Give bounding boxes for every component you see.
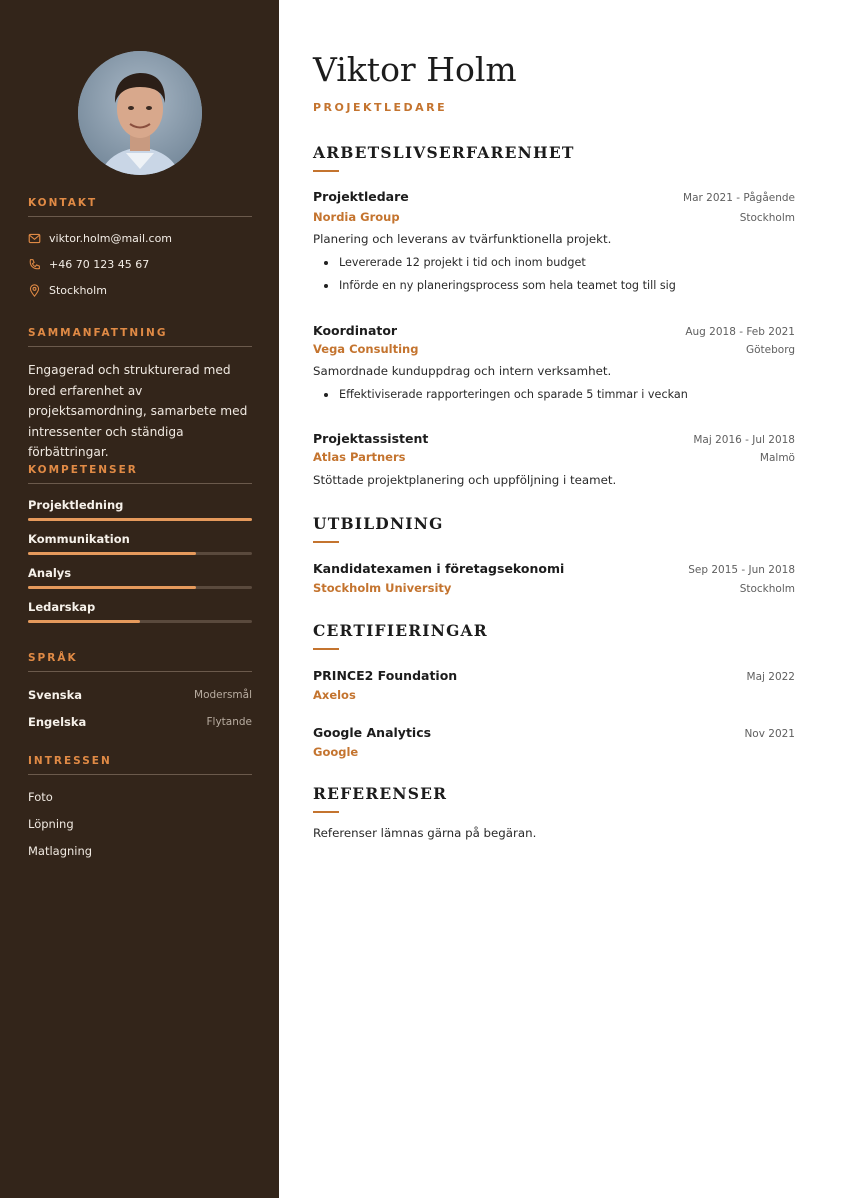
summary-text: Engagerad och strukturerad med bred erfarenhet av projektsamordning, samarbete med intressenter och ständiga förbättringar. bbox=[28, 363, 248, 459]
mail-icon bbox=[28, 232, 41, 245]
skill-name: Ledarskap bbox=[28, 600, 96, 614]
experience-entry bbox=[313, 431, 795, 487]
entry-date: Sep 2015 - Jun 2018 bbox=[688, 564, 795, 576]
entry-bullet: Införde en ny planeringsprocess som hela teamet tog till sig bbox=[313, 274, 795, 297]
skills-heading: KOMPETENSER bbox=[28, 464, 252, 484]
references-text: Referenser lämnas gärna på begäran. bbox=[313, 826, 537, 840]
skill-level-bar bbox=[28, 620, 252, 623]
interests-heading: INTRESSEN bbox=[28, 755, 252, 775]
skill-level-fill bbox=[28, 518, 252, 521]
language-level: Modersmål bbox=[194, 688, 252, 701]
job-title: PROJEKTLEDARE bbox=[313, 101, 448, 114]
skill-name: Projektledning bbox=[28, 498, 124, 512]
entry-bullet: Effektiviserade rapporteringen och sparade 5 timmar i veckan bbox=[313, 383, 795, 406]
entry-description: Stöttade projektplanering och uppföljning i teamet. bbox=[313, 473, 617, 487]
sidebar bbox=[0, 0, 279, 1198]
language-name: Engelska bbox=[28, 714, 87, 729]
language-item bbox=[28, 708, 252, 735]
entry-location: Stockholm bbox=[739, 212, 795, 224]
languages-section bbox=[28, 652, 252, 735]
entry-description: Samordnade kunduppdrag och intern verksamhet. bbox=[313, 364, 612, 378]
certification-entry bbox=[313, 725, 795, 759]
skills-section bbox=[28, 464, 252, 627]
skill-item bbox=[28, 593, 252, 627]
entry-org: Stockholm University bbox=[313, 581, 452, 595]
entry-title: Koordinator bbox=[313, 323, 398, 338]
location-icon bbox=[28, 284, 41, 297]
contact-phone-text: +46 70 123 45 67 bbox=[49, 257, 150, 271]
phone-icon bbox=[28, 258, 41, 271]
language-name: Svenska bbox=[28, 687, 83, 702]
education-heading: UTBILDNING bbox=[313, 514, 444, 533]
language-level: Flytande bbox=[206, 715, 252, 728]
entry-title: Google Analytics bbox=[313, 725, 432, 740]
skill-level-bar bbox=[28, 586, 252, 589]
contact-email-text: viktor.holm@mail.com bbox=[49, 231, 173, 245]
entry-location: Malmö bbox=[759, 452, 795, 464]
interests-section bbox=[28, 755, 252, 864]
experience-heading: ARBETSLIVSERFARENHET bbox=[313, 143, 575, 162]
entry-org: Atlas Partners bbox=[313, 450, 406, 464]
entry-date: Mar 2021 - Pågående bbox=[683, 192, 795, 204]
education-entry bbox=[313, 561, 795, 595]
interest-item: Löpning bbox=[28, 816, 74, 831]
entry-date: Maj 2022 bbox=[746, 671, 795, 683]
entry-location: Stockholm bbox=[739, 583, 795, 595]
entry-org: Vega Consulting bbox=[313, 342, 419, 356]
entry-title: Projektledare bbox=[313, 189, 409, 204]
skill-level-fill bbox=[28, 586, 196, 589]
contact-location bbox=[28, 277, 252, 303]
entry-date: Nov 2021 bbox=[744, 728, 795, 740]
entry-date: Maj 2016 - Jul 2018 bbox=[693, 434, 795, 446]
entry-title: Kandidatexamen i företagsekonomi bbox=[313, 561, 565, 576]
entry-date: Aug 2018 - Feb 2021 bbox=[685, 326, 795, 338]
summary-heading: SAMMANFATTNING bbox=[28, 327, 252, 347]
languages-heading: SPRÅK bbox=[28, 652, 252, 672]
skill-item bbox=[28, 525, 252, 559]
references-heading: REFERENSER bbox=[313, 784, 448, 803]
contact-heading: KONTAKT bbox=[28, 197, 252, 217]
experience-entry bbox=[313, 189, 795, 297]
skill-item bbox=[28, 491, 252, 525]
language-item bbox=[28, 681, 252, 708]
entry-org: Google bbox=[313, 745, 359, 759]
contact-email[interactable] bbox=[28, 225, 252, 251]
skill-level-bar bbox=[28, 518, 252, 521]
entry-org: Nordia Group bbox=[313, 210, 400, 224]
interest-item: Foto bbox=[28, 789, 53, 804]
person-name: Viktor Holm bbox=[313, 50, 517, 89]
summary-section bbox=[28, 327, 252, 463]
entry-title: PRINCE2 Foundation bbox=[313, 668, 458, 683]
certification-entry bbox=[313, 668, 795, 702]
experience-entry bbox=[313, 323, 795, 406]
skill-level-bar bbox=[28, 552, 252, 555]
skill-name: Kommunikation bbox=[28, 532, 130, 546]
skill-level-fill bbox=[28, 620, 140, 623]
entry-org: Axelos bbox=[313, 688, 356, 702]
entry-bullet: Levererade 12 projekt i tid och inom budget bbox=[313, 251, 795, 274]
contact-section bbox=[28, 197, 252, 303]
entry-location: Göteborg bbox=[745, 344, 795, 356]
contact-location-text: Stockholm bbox=[49, 283, 107, 297]
entry-title: Projektassistent bbox=[313, 431, 429, 446]
skill-name: Analys bbox=[28, 566, 72, 580]
profile-photo bbox=[78, 51, 202, 175]
certifications-heading: CERTIFIERINGAR bbox=[313, 621, 488, 640]
skill-level-fill bbox=[28, 552, 196, 555]
entry-description: Planering och leverans av tvärfunktionella projekt. bbox=[313, 232, 612, 246]
interest-item: Matlagning bbox=[28, 843, 93, 858]
skill-item bbox=[28, 559, 252, 593]
contact-phone[interactable] bbox=[28, 251, 252, 277]
